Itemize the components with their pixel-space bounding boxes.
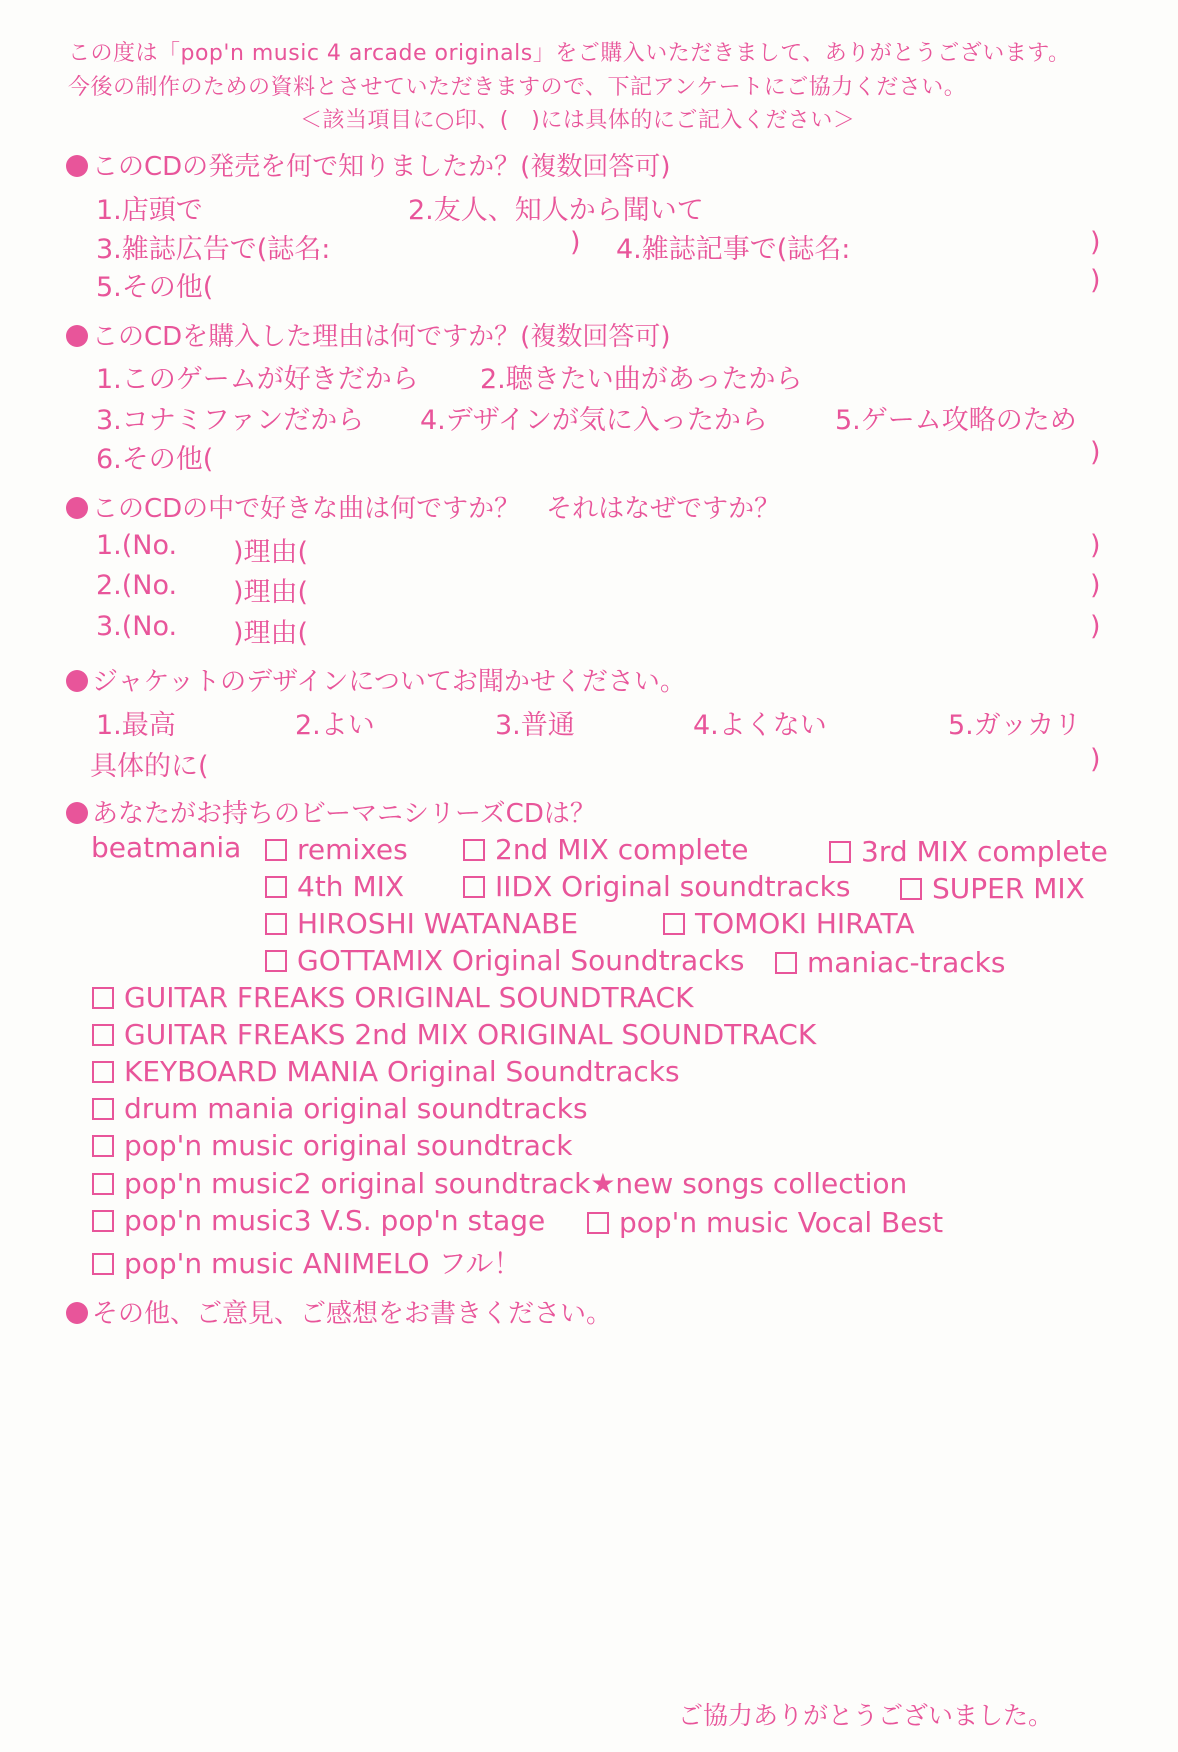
thank-you-note: ご協力ありがとうございました。 <box>678 1701 1054 1730</box>
cd-option-popn-music[interactable]: pop'n music original soundtrack <box>92 1129 573 1162</box>
cd-option-hiroshi-watanabe[interactable]: HIROSHI WATANABE <box>265 907 578 940</box>
bullet-icon <box>66 497 88 519</box>
checkbox[interactable] <box>829 841 851 863</box>
bullet-icon <box>66 670 88 692</box>
q3-row-1-reason[interactable]: )理由( <box>233 537 309 568</box>
q4-option-2[interactable]: 2.よい <box>295 710 375 741</box>
q3-row-3-number[interactable]: 3.(No. <box>96 611 178 642</box>
cd-option-drum-mania[interactable]: drum mania original soundtracks <box>92 1092 588 1125</box>
q3-row-2-number[interactable]: 2.(No. <box>96 570 178 601</box>
cd-option-keyboard-mania[interactable]: KEYBOARD MANIA Original Soundtracks <box>92 1055 680 1088</box>
intro-line-2: 今後の制作のための資料とさせていただきますので、下記アンケートにご協力ください。 <box>68 75 967 100</box>
q3-row-1-number[interactable]: 1.(No. <box>96 530 178 561</box>
q2-option-4[interactable]: 4.デザインが気に入ったから <box>420 405 768 436</box>
cd-option-popn-music3[interactable]: pop'n music3 V.S. pop'n stage <box>92 1204 545 1237</box>
checkbox[interactable] <box>92 1135 114 1157</box>
checkbox[interactable] <box>92 1098 114 1120</box>
cd-option-maniac-tracks[interactable]: maniac-tracks <box>775 946 1005 979</box>
q2-option-1[interactable]: 1.このゲームが好きだから <box>96 364 419 395</box>
cd-option-4th-mix[interactable]: 4th MIX <box>265 870 404 903</box>
checkbox[interactable] <box>92 987 114 1009</box>
q2-option-2[interactable]: 2.聴きたい曲があったから <box>480 364 803 395</box>
checkbox[interactable] <box>463 876 485 898</box>
cd-option-tomoki-hirata[interactable]: TOMOKI HIRATA <box>663 907 915 940</box>
checkbox[interactable] <box>265 839 287 861</box>
cd-option-popn-animelo[interactable]: pop'n music ANIMELO フル！ <box>92 1242 521 1282</box>
cd-option-guitar-freaks[interactable]: GUITAR FREAKS ORIGINAL SOUNDTRACK <box>92 981 693 1014</box>
cd-option-super-mix[interactable]: SUPER MIX <box>900 872 1085 905</box>
q1-option-5[interactable]: 5.その他( <box>96 272 214 303</box>
q2-option-3[interactable]: 3.コナミファンだから <box>96 405 365 436</box>
checkbox[interactable] <box>92 1210 114 1232</box>
q4-option-1[interactable]: 1.最高 <box>96 710 176 741</box>
cd-option-gottamix[interactable]: GOTTAMIX Original Soundtracks <box>265 944 744 977</box>
cd-option-remixes[interactable]: remixes <box>265 833 408 866</box>
q4-option-5[interactable]: 5.ガッカリ <box>948 710 1082 741</box>
q3-row-1-close: ) <box>1090 530 1101 561</box>
q1-option-4-close: ) <box>1090 227 1101 258</box>
cd-option-iidx[interactable]: IIDX Original soundtracks <box>463 870 850 903</box>
bullet-icon <box>66 155 88 177</box>
question-6-title: その他、ご意見、ご感想をお書きください。 <box>66 1293 612 1330</box>
q1-option-3[interactable]: 3.雑誌広告で(誌名: <box>96 234 331 265</box>
question-1-title: このCDの発売を何で知りましたか？(複数回答可) <box>66 146 670 183</box>
checkbox[interactable] <box>265 876 287 898</box>
cd-option-guitar-freaks-2nd[interactable]: GUITAR FREAKS 2nd MIX ORIGINAL SOUNDTRACK <box>92 1018 816 1051</box>
q3-row-2-reason[interactable]: )理由( <box>233 577 309 608</box>
q3-row-3-close: ) <box>1090 611 1101 642</box>
checkbox[interactable] <box>92 1173 114 1195</box>
question-5-title: あなたがお持ちのビーマニシリーズCDは？ <box>66 793 596 830</box>
q4-specific-close: ) <box>1090 744 1101 775</box>
q1-option-5-close: ) <box>1090 265 1101 296</box>
comments-area[interactable] <box>66 1335 1106 1675</box>
checkbox[interactable] <box>463 839 485 861</box>
question-3-title: このCDの中で好きな曲は何ですか？ それはなぜですか？ <box>66 488 780 525</box>
q2-option-5[interactable]: 5.ゲーム攻略のため <box>835 405 1077 436</box>
intro-line-3: ＜該当項目に○印、( )には具体的にご記入ください＞ <box>300 108 856 133</box>
q2-option-6[interactable]: 6.その他( <box>96 444 214 475</box>
cd-option-3rd-mix[interactable]: 3rd MIX complete <box>829 835 1108 868</box>
checkbox[interactable] <box>663 913 685 935</box>
q4-option-3[interactable]: 3.普通 <box>495 710 575 741</box>
checkbox[interactable] <box>587 1212 609 1234</box>
checkbox[interactable] <box>900 878 922 900</box>
bullet-icon <box>66 802 88 824</box>
cd-option-popn-vocal-best[interactable]: pop'n music Vocal Best <box>587 1206 943 1239</box>
q3-row-3-reason[interactable]: )理由( <box>233 618 309 649</box>
question-4-title: ジャケットのデザインについてお聞かせください。 <box>66 661 686 698</box>
checkbox[interactable] <box>265 913 287 935</box>
checkbox[interactable] <box>265 950 287 972</box>
checkbox[interactable] <box>92 1024 114 1046</box>
q1-option-2[interactable]: 2.友人、知人から聞いて <box>408 195 704 226</box>
checkbox[interactable] <box>92 1253 114 1275</box>
bullet-icon <box>66 325 88 347</box>
q1-option-1[interactable]: 1.店頭で <box>96 195 203 226</box>
cd-option-2nd-mix[interactable]: 2nd MIX complete <box>463 833 749 866</box>
cd-option-popn-music2[interactable]: pop'n music2 original soundtrack★new songs collection <box>92 1167 907 1200</box>
q4-specific[interactable]: 具体的に( <box>90 751 209 782</box>
q1-option-3-close: ) <box>570 227 581 258</box>
beatmania-label: beatmania <box>91 831 242 864</box>
q3-row-2-close: ) <box>1090 570 1101 601</box>
checkbox[interactable] <box>775 952 797 974</box>
q2-option-6-close: ) <box>1090 437 1101 468</box>
bullet-icon <box>66 1302 88 1324</box>
checkbox[interactable] <box>92 1061 114 1083</box>
intro-line-1: この度は「pop'n music 4 arcade originals」をご購入いただきまして、ありがとうございます。 <box>68 41 1071 66</box>
question-2-title: このCDを購入した理由は何ですか？(複数回答可) <box>66 316 670 353</box>
q1-option-4[interactable]: 4.雑誌記事で(誌名: <box>616 234 851 265</box>
q4-option-4[interactable]: 4.よくない <box>693 710 827 741</box>
